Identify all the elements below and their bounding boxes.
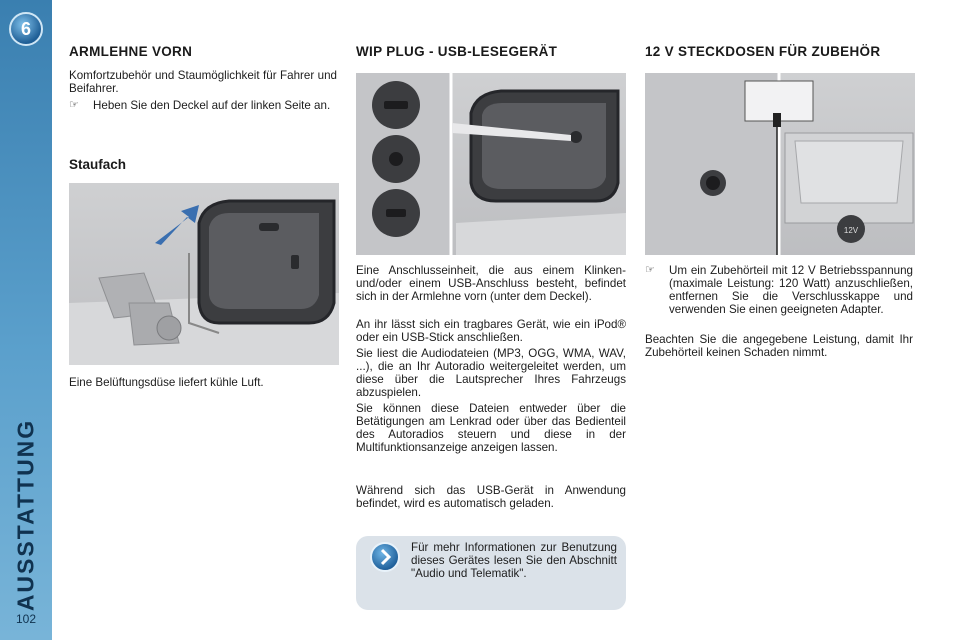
info-box bbox=[356, 536, 626, 610]
armlehne-bullet: ☞ Heben Sie den Deckel auf der linken Seite an. bbox=[69, 99, 331, 112]
wip-plug-para-2: An ihr lässt sich ein tragbares Gerät, wie ein iPod® oder ein USB-Stick anschließen. bbox=[356, 318, 626, 344]
socket-illustration bbox=[645, 73, 915, 255]
usb-reader-image bbox=[356, 73, 626, 255]
chapter-number-badge: 6 bbox=[9, 12, 43, 46]
wip-plug-para-5: Während sich das USB-Gerät in Anwendung befindet, wird es automatisch geladen. bbox=[356, 484, 626, 510]
info-text: Für mehr Informationen zur Benutzung dieses Gerätes lesen Sie den Abschnitt "Audio und Telematik". bbox=[411, 541, 617, 580]
chapter-title: AUSSTATTUNG bbox=[12, 418, 39, 612]
wip-plug-para-1: Eine Anschlusseinheit, die aus einem Klinken- und/oder einem USB-Anschluss besteht, befindet sich in der Armlehne vorn (unter dem Deckel). bbox=[356, 264, 626, 303]
socket-image bbox=[645, 73, 915, 255]
wip-plug-para-4: Sie können diese Dateien entweder über die Betätigungen am Lenkrad oder über das Bedienteil des Autoradios steuern und diese in der Multifunktionsanzeige anzeigen lassen. bbox=[356, 402, 626, 454]
wip-plug-para-3: Sie liest die Audiodateien (MP3, OGG, WMA, WAV, ...), die an Ihr Autoradio weitergeleitet werden, um diese über die Lautsprecher Ihres Fahrzeugs abzuspielen. bbox=[356, 347, 626, 399]
info-arrow-icon bbox=[370, 542, 400, 572]
armrest-illustration bbox=[69, 183, 339, 365]
hand-pointer-icon: ☞ bbox=[69, 99, 79, 111]
socket-label: 12V bbox=[843, 226, 859, 235]
steckdosen-bullet: ☞ Um ein Zubehörteil mit 12 V Betriebsspannung (maximale Leistung: 120 Watt) anzuschließen, entfernen Sie die Verschlusskappe und verwenden Sie einen geeigneten Adapter. bbox=[645, 264, 913, 316]
usb-socket-illustration bbox=[356, 73, 626, 255]
heading-steckdosen: 12 V STECKDOSEN FÜR ZUBEHÖR bbox=[645, 44, 881, 59]
heading-wip-plug: WIP PLUG - USB-LESEGERÄT bbox=[356, 44, 558, 59]
armrest-storage-image bbox=[69, 183, 339, 365]
armlehne-intro: Komfortzubehör und Staumöglichkeit für Fahrer und Beifahrer. bbox=[69, 69, 337, 95]
chapter-sidebar bbox=[0, 0, 52, 640]
hand-pointer-icon: ☞ bbox=[645, 264, 655, 276]
page-number: 102 bbox=[15, 612, 37, 626]
staufach-caption: Eine Belüftungsdüse liefert kühle Luft. bbox=[69, 376, 264, 389]
heading-staufach: Staufach bbox=[69, 157, 127, 172]
heading-armlehne: ARMLEHNE VORN bbox=[69, 44, 193, 59]
steckdosen-para: Beachten Sie die angegebene Leistung, damit Ihr Zubehörteil keinen Schaden nimmt. bbox=[645, 333, 913, 359]
